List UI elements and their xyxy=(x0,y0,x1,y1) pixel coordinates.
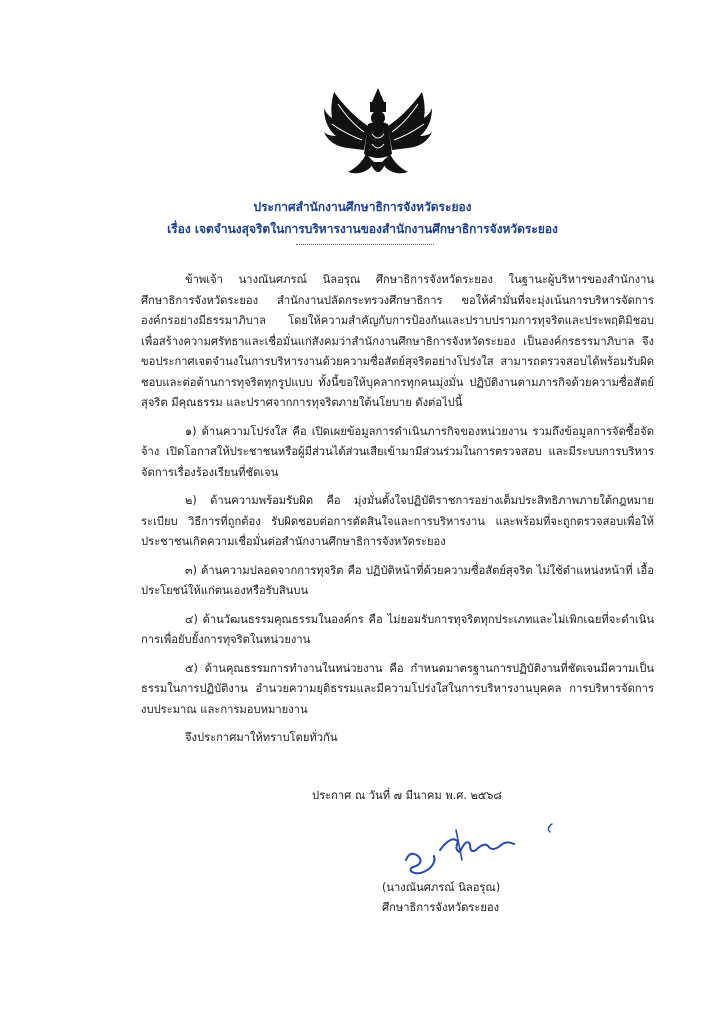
policy-item-accountability: ๒) ด้านความพร้อมรับผิด คือ มุ่งมั่นตั้งใจปฏิบัติราชการอย่างเต็มประสิทธิภาพภายใต้กฎหมาย ระเบียบ วิธีการที่ถูกต้อง รับผิดชอบต่อการตัดสินใจและการบริหารงาน และพร้อมที่จะถูกตรวจสอบเพื่อให้ประชาชนเกิดความเชื่อมั่นต่อสำนักงานศึกษาธิการจังหวัดระยอง xyxy=(141,494,654,548)
signatory-name: (นางณันศภรณ์ นิลอรุณ) xyxy=(382,881,501,894)
announcement-subject: เรื่อง เจตจำนงสุจริตในการบริหารงานของสำนักงานศึกษาธิการจังหวัดระยอง xyxy=(167,222,558,236)
policy-item-integrity-culture: ๔) ด้านวัฒนธรรมคุณธรรมในองค์กร คือ ไม่ยอมรับการทุจริตทุกประเภทและไม่เพิกเฉยที่จะดำเนินการเพื่อยับยั้งการทุจริตในหน่วยงาน xyxy=(141,612,654,646)
garuda-emblem-icon xyxy=(320,84,436,184)
policy-item-work-ethics: ๕) ด้านคุณธรรมการทำงานในหน่วยงาน คือ กำหนดมาตรฐานการปฏิบัติงานที่ชัดเจนมีความเป็นธรรมในการปฏิบัติงาน อำนวยความยุติธรรมและมีความโปร่งใสในการบริหารงานบุคคล การบริหารจัดการงบประมาณ และการมอบหมายงาน xyxy=(141,661,654,716)
handwritten-signature xyxy=(396,820,566,880)
closing-statement: จึงประกาศมาให้ทราบโดยทั่วกัน xyxy=(185,731,338,744)
intro-paragraph: ข้าพเจ้า นางณันศภรณ์ นิลอรุณ ศึกษาธิการจังหวัดระยอง ในฐานะผู้บริหารของสำนักงานศึกษาธิการจังหวัดระยอง สำนักงานปลัดกระทรวงศึกษาธิการ ขอให้คำมั่นที่จะมุ่งเน้นการบริหารจัดการองค์กรอย่างมีธรรมาภิบาล โดยให้ความสำคัญกับการป้องกันและปราบปรามการทุจริตและประพฤติมิชอบ เพื่อสร้างความศรัทธาและเชื่อมั่นแก่สังคมว่าสำนักงานศึกษาธิการจังหวัดระยอง เป็นองค์กรธรรมาภิบาล จึงขอประกาศเจตจำนงในการบริหารงานด้วยความซื่อสัตย์สุจริตอย่างโปร่งใส สามารถตรวจสอบได้พร้อมรับผิดชอบและต่อต้านการทุจริตทุกรูปแบบ ทั้งนี้ขอให้บุคลากรทุกคนมุ่งมั่น ปฏิบัติงานตามภารกิจด้วยความซื่อสัตย์สุจริต มีคุณธรรม และปราศจากการทุจริตภายใต้นโยบาย ดังต่อไปนี้ xyxy=(141,273,654,409)
announcement-body xyxy=(141,270,654,749)
policy-item-corruption-free: ๓) ด้านความปลอดจากการทุจริต คือ ปฏิบัติหน้าที่ด้วยความซื่อสัตย์สุจริต ไม่ใช้ตำแหน่งหน้าที่ เอื้อประโยชน์ให้แก่ตนเองหรือรับสินบน xyxy=(141,563,654,597)
title-divider xyxy=(296,244,434,245)
announcement-title: ประกาศสำนักงานศึกษาธิการจังหวัดระยอง xyxy=(253,200,472,214)
policy-item-transparency: ๑) ด้านความโปร่งใส คือ เปิดเผยข้อมูลการดำเนินภารกิจของหน่วยงาน รวมถึงข้อมูลการจัดซื้อจัดจ้าง เปิดโอกาสให้ประชาชนหรือผู้มีส่วนได้ส่วนเสียเข้ามามีส่วนร่วมในการตรวจสอบ และมีระบบการบริหารจัดการเรื่องร้องเรียนที่ชัดเจน xyxy=(141,424,654,479)
signatory-position: ศึกษาธิการจังหวัดระยอง xyxy=(382,901,500,914)
announcement-date: ประกาศ ณ วันที่ ๗ มีนาคม พ.ศ. ๒๕๖๘ xyxy=(312,789,503,802)
